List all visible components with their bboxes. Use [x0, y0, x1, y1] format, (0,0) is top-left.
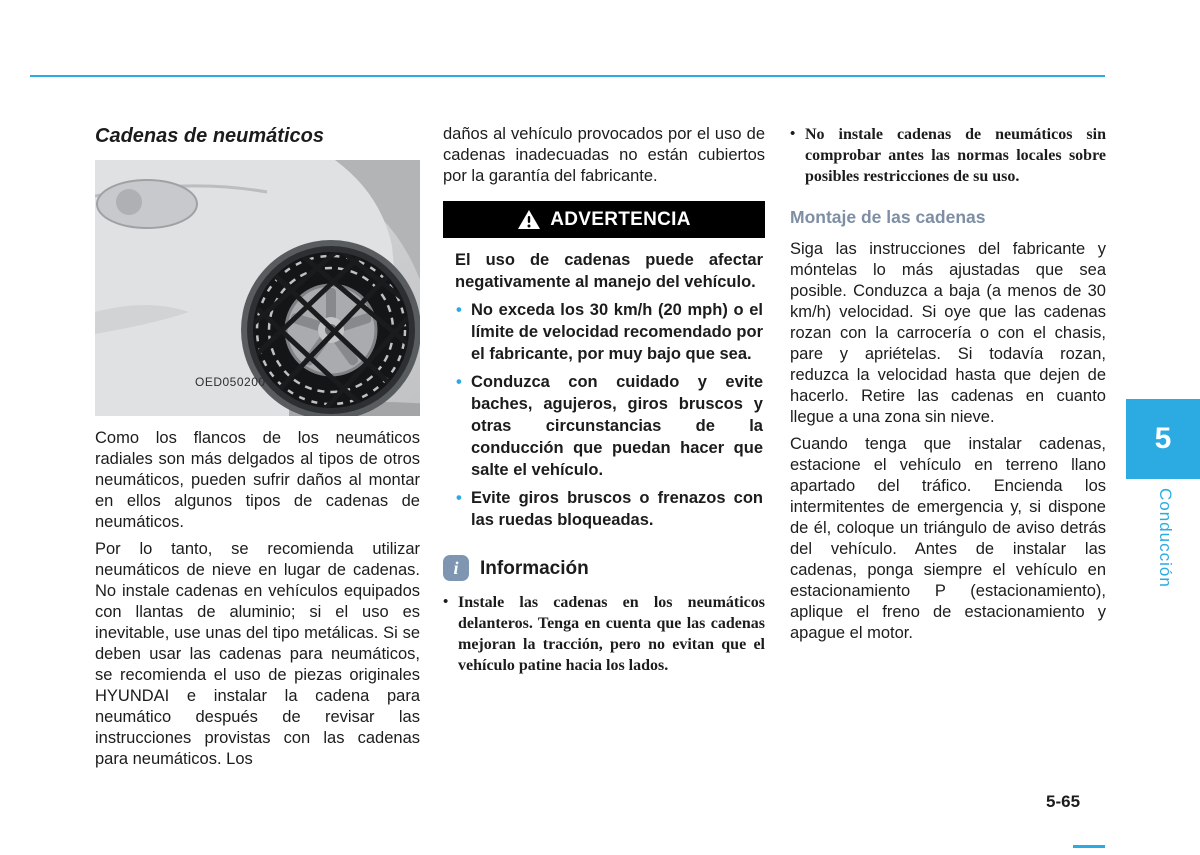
footer-accent-line [1073, 845, 1105, 848]
warning-body [443, 238, 765, 531]
body-paragraph: Cuando tenga que instalar cadenas, estacione el vehículo en terreno llano apartado del tráfico. Encienda los intermitentes de emergencia y, si dispone de él, coloque un triángulo de aviso detrás del vehículo. Antes de instalar las cadenas, ponga siempre el vehículo en estacionamiento P (estacionamiento), aplique el freno de estacionamiento y apague el motor. [790, 435, 1106, 642]
info-bullet: • Instale las cadenas en los neumáticos delanteros. Tenga en cuenta que las cadenas mejoran la tracción, pero no evitan que el vehículo patine hacia los lados. [443, 592, 765, 676]
warning-triangle-icon [517, 209, 541, 230]
warning-header [443, 201, 765, 238]
column-right [790, 124, 1106, 776]
page-number: 5-65 [1046, 792, 1081, 811]
content-columns [95, 124, 1106, 776]
warning-title: ADVERTENCIA [550, 209, 691, 230]
info-bullet: • No instale cadenas de neumáticos sin comprobar antes las normas locales sobre posibles restricciones de su uso. [790, 124, 1106, 187]
body-paragraph: daños al vehículo provocados por el uso de cadenas inadecuadas no están cubiertos por la garantía del fabricante. [443, 125, 765, 185]
warning-bullet: • Conduzca con cuidado y evite baches, agujeros, giros bruscos y otras circunstancias de la conducción que puedan hacer que salte el vehículo. [455, 371, 763, 481]
body-paragraph: Como los flancos de los neumáticos radiales son más delgados al tipos de otros neumáticos, pueden sufrir daños al montar en ellos algunos tipos de cadenas de neumáticos. [95, 429, 420, 531]
warning-bullet: • Evite giros bruscos o frenazos con las ruedas bloqueadas. [455, 487, 763, 531]
warning-box [443, 201, 765, 531]
info-header [443, 555, 765, 581]
chapter-tab: 5 [1126, 399, 1200, 479]
top-rule [30, 75, 1105, 77]
body-paragraph: Siga las instrucciones del fabricante y móntelas lo más ajustadas que sea posible. Conduzca a baja (a menos de 30 km/h) velocidad. Si oye que las cadenas rozan con la carrocería o con el chasis, pare y apriételas. Si todavía rozan, reduzca la velocidad hasta que dejen de hacerlo. Retire las cadenas en cuanto llegue a una zona sin nieve. [790, 240, 1106, 426]
chapter-name-vertical: Conducción [1156, 488, 1175, 588]
info-title: Información [480, 557, 589, 579]
image-code-label: OED050200 [195, 375, 266, 389]
body-paragraph: Por lo tanto, se recomienda utilizar neumáticos de nieve en lugar de cadenas. No instale cadenas en vehículos equipados con llantas de aluminio; si el uso es inevitable, use unas del tipo metálicas. Si se deben usar las cadenas para neumáticos, se recomienda el uso de piezas originales HYUNDAI e instalar la cadena para neumático después de revisar las instrucciones provistas con las cadenas para neumáticos. Los [95, 540, 420, 768]
column-middle [443, 124, 765, 776]
warning-intro: El uso de cadenas puede afectar negativamente al manejo del vehículo. [455, 251, 763, 291]
warning-bullet: • No exceda los 30 km/h (20 mph) o el límite de velocidad recomendado por el fabricante, por muy bajo que sea. [455, 299, 763, 365]
info-icon: i [443, 555, 469, 581]
tire-chains-photo [95, 160, 420, 416]
section-heading: Montaje de las cadenas [790, 207, 986, 227]
page-title: Cadenas de neumáticos [95, 125, 324, 147]
column-left [95, 124, 420, 776]
